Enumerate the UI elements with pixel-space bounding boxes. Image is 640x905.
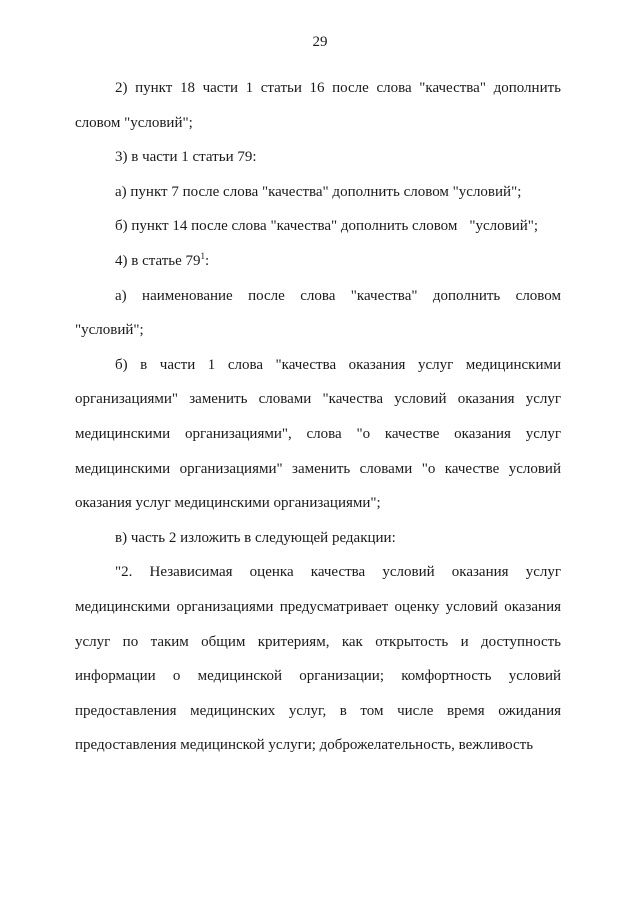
paragraph-subitem-b-2: б) в части 1 слова "качества оказания услуг медицинскими организациями" заменить словами "качества условий оказания услуг медицинскими организациями", слова "о качестве оказания услуг медицинскими организациями" заменить словами "о качестве условий оказания услуг медицинскими организациями"; [75, 356, 561, 512]
article-superscript: 1 [200, 250, 206, 261]
paragraph-item-2: 2) пункт 18 части 1 статьи 16 после слова "качества" дополнить словом "условий"; [75, 80, 561, 131]
paragraph-item-4 [75, 244, 561, 279]
paragraph-subitem-b-1-tail: "условий"; [469, 218, 539, 235]
document-body [75, 71, 561, 763]
paragraph-subitem-a-1: а) пункт 7 после слова "качества" дополнить словом "условий"; [115, 183, 522, 200]
paragraph-item-3: 3) в части 1 статьи 79: [115, 149, 257, 166]
paragraph-item-4-text: 4) в статье 79 [115, 252, 201, 269]
page-number: 29 [312, 34, 328, 50]
paragraph-quoted-part-2: "2. Независимая оценка качества условий оказания услуг медицинскими организациями предусматривает оценку условий оказания услуг по таким общим критериям, как открытость и доступность информации о медицинской организации; комфортность условий предоставления медицинских услуг, в том числе время ожидания предоставления медицинской услуги; доброжелательность, вежливость [75, 564, 561, 754]
paragraph-subitem-b-1 [75, 209, 561, 244]
paragraph-item-4-colon: : [205, 252, 210, 269]
paragraph-subitem-v: в) часть 2 изложить в следующей редакции: [115, 529, 396, 546]
paragraph-subitem-b-1-text: б) пункт 14 после слова "качества" дополнить словом [115, 218, 458, 235]
paragraph-subitem-a-2: а) наименование после слова "качества" дополнить словом "условий"; [75, 287, 561, 339]
